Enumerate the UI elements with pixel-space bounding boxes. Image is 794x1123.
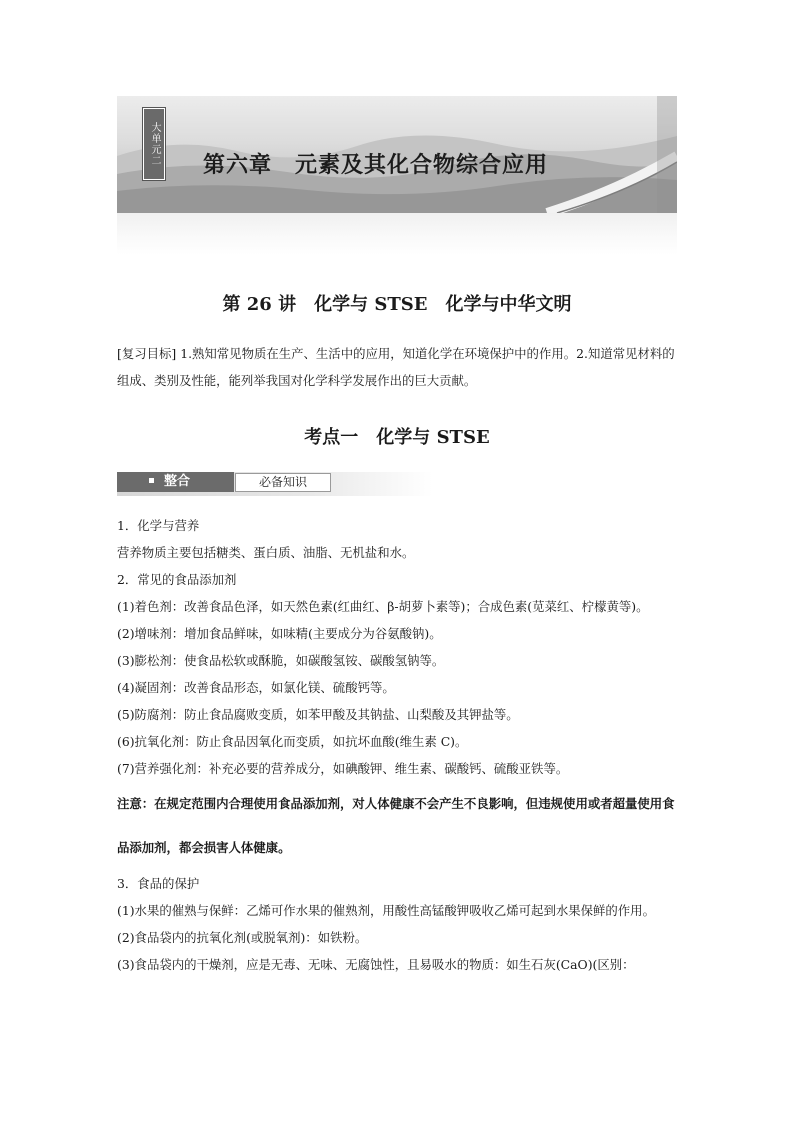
list-item: (3)食品袋内的干燥剂，应是无毒、无味、无腐蚀性，且易吸水的物质：如生石灰(CaO)(区别： bbox=[117, 957, 635, 972]
list-item: (2)食品袋内的抗氧化剂(或脱氧剂)：如铁粉。 bbox=[117, 930, 368, 945]
section-bar bbox=[117, 472, 433, 496]
review-objectives bbox=[117, 340, 679, 394]
heading-nutrition: 1．化学与营养 bbox=[117, 518, 200, 533]
list-item: (2)增味剂：增加食品鲜味，如味精(主要成分为谷氨酸钠)。 bbox=[117, 626, 442, 641]
objectives-label: [复习目标] bbox=[117, 346, 177, 361]
paragraph-nutrition: 营养物质主要包括糖类、蛋白质、油脂、无机盐和水。 bbox=[117, 545, 415, 560]
section-bar-left bbox=[117, 472, 234, 492]
unit-tag: 大单元二 bbox=[143, 108, 165, 180]
list-item: (7)营养强化剂：补充必要的营养成分，如碘酸钾、维生素、碳酸钙、硫酸亚铁等。 bbox=[117, 761, 569, 776]
heading-protection: 3．食品的保护 bbox=[117, 876, 200, 891]
chapter-banner bbox=[117, 96, 677, 213]
objectives-text: 1.熟知常见物质在生产、生活中的应用，知道化学在环境保护中的作用。2.知道常见材料的组成、类别及性能，能列举我国对化学科学发展作出的巨大贡献。 bbox=[117, 346, 675, 388]
square-bullet-icon bbox=[149, 478, 154, 483]
lecture-title: 第 26 讲 化学与 STSE 化学与中华文明 bbox=[222, 294, 572, 315]
list-item: (1)着色剂：改善食品色泽，如天然色素(红曲红、β-胡萝卜素等)；合成色素(苋菜红、柠檬黄等)。 bbox=[117, 599, 649, 614]
main-content bbox=[117, 512, 679, 978]
list-item: (6)抗氧化剂：防止食品因氧化而变质，如抗坏血酸(维生素 C)。 bbox=[117, 734, 468, 749]
banner-shadow bbox=[117, 213, 677, 255]
chapter-title: 第六章 元素及其化合物综合应用 bbox=[203, 153, 549, 178]
heading-additives: 2．常见的食品添加剂 bbox=[117, 572, 237, 587]
section-title: 考点一 化学与 STSE bbox=[304, 427, 490, 448]
list-item: (3)膨松剂：使食品松软或酥脆，如碳酸氢铵、碳酸氢钠等。 bbox=[117, 653, 445, 668]
list-item: (1)水果的催熟与保鲜：乙烯可作水果的催熟剂，用酸性高锰酸钾吸收乙烯可起到水果保鲜的作用。 bbox=[117, 903, 655, 918]
list-item: (4)凝固剂：改善食品形态，如氯化镁、硫酸钙等。 bbox=[117, 680, 395, 695]
note-paragraph: 注意：在规定范围内合理使用食品添加剂，对人体健康不会产生不良影响，但违规使用或者超量使用食品添加剂，都会损害人体健康。 bbox=[117, 796, 675, 855]
list-item: (5)防腐剂：防止食品腐败变质，如苯甲酸及其钠盐、山梨酸及其钾盐等。 bbox=[117, 707, 519, 722]
section-bar-left-label: 整合 bbox=[164, 474, 191, 489]
section-bar-right-label: 必备知识 bbox=[235, 473, 331, 492]
